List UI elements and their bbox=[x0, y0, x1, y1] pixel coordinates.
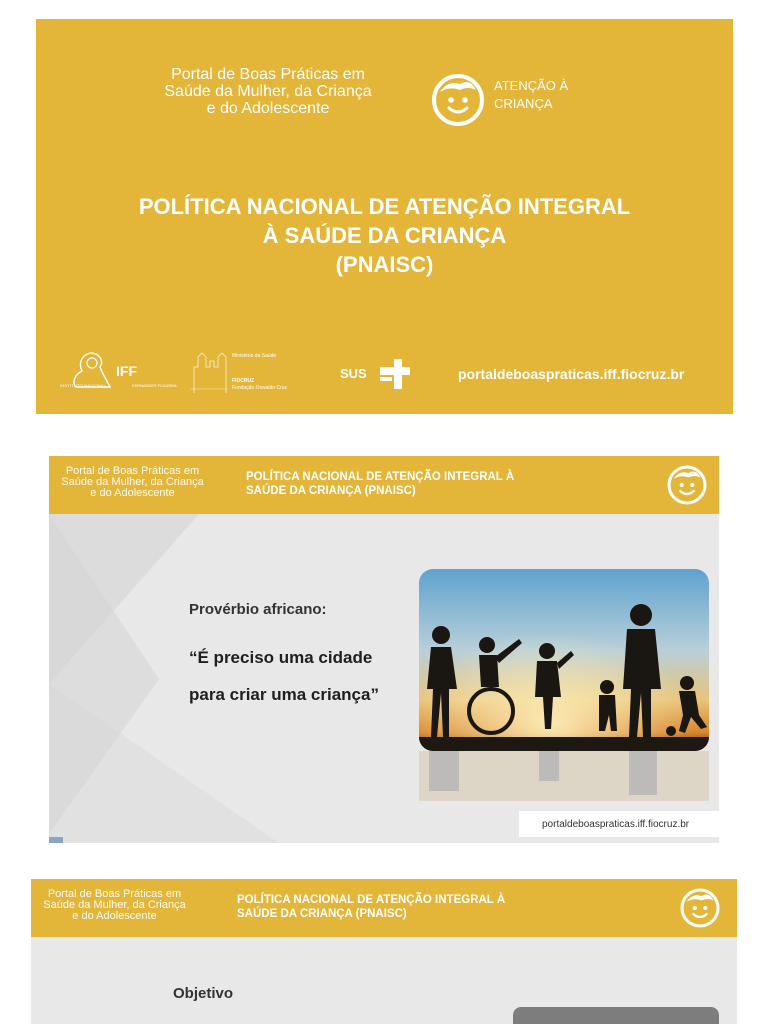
section-label: ATENÇÃO À CRIANÇA bbox=[494, 78, 569, 111]
iff-subtext: INSTITUTO NACIONAL bbox=[60, 383, 107, 388]
proverb-quote: “É preciso uma cidade para criar uma criança” bbox=[189, 648, 379, 704]
portal-title: Portal de Boas Práticas em Saúde da Mulher, da Criança e do Adolescente bbox=[43, 888, 186, 922]
fiocruz-text: FIOCRUZ bbox=[232, 378, 255, 384]
child-face-icon bbox=[679, 887, 721, 929]
corner-accent bbox=[49, 837, 63, 843]
slide-header bbox=[49, 456, 719, 514]
iff-subtext-2: FERNANDES FIGUEIRA bbox=[132, 383, 177, 388]
slide-title: POLÍTICA NACIONAL DE ATENÇÃO INTEGRAL À SAÚDE DA CRIANÇA (PNAISC) bbox=[138, 194, 631, 277]
portal-title: Portal de Boas Práticas em Saúde da Mulher, da Criança e do Adolescente bbox=[164, 66, 372, 117]
photo-top-edge bbox=[513, 1007, 719, 1024]
portal-url[interactable]: portaldeboaspraticas.iff.fiocruz.br bbox=[542, 819, 690, 830]
sus-text: SUS bbox=[340, 366, 367, 381]
photo-reflection bbox=[419, 751, 709, 801]
objective-slide bbox=[31, 879, 737, 1024]
cover-slide bbox=[36, 19, 733, 414]
partner-logos bbox=[36, 349, 733, 399]
proverb-slide bbox=[49, 456, 719, 843]
ministerio-text: Ministério da Saúde bbox=[232, 353, 277, 359]
child-face-icon bbox=[666, 464, 708, 506]
slide-header bbox=[31, 879, 737, 937]
iff-text: IFF bbox=[116, 363, 137, 379]
fiocruz-full-text: Fundação Oswaldo Cruz bbox=[232, 385, 288, 391]
portal-title: Portal de Boas Práticas em Saúde da Mulher, da Criança e do Adolescente bbox=[61, 465, 204, 499]
header-title: POLÍTICA NACIONAL DE ATENÇÃO INTEGRAL À SAÚDE DA CRIANÇA (PNAISC) bbox=[237, 894, 506, 920]
proverb-label: Provérbio africano: bbox=[189, 601, 327, 618]
children-silhouette-photo bbox=[419, 569, 709, 751]
portal-url[interactable]: portaldeboaspraticas.iff.fiocruz.br bbox=[458, 366, 685, 382]
header-title: POLÍTICA NACIONAL DE ATENÇÃO INTEGRAL À SAÚDE DA CRIANÇA (PNAISC) bbox=[246, 471, 515, 497]
section-heading: Objetivo bbox=[173, 985, 234, 1002]
child-face-icon bbox=[430, 72, 486, 128]
